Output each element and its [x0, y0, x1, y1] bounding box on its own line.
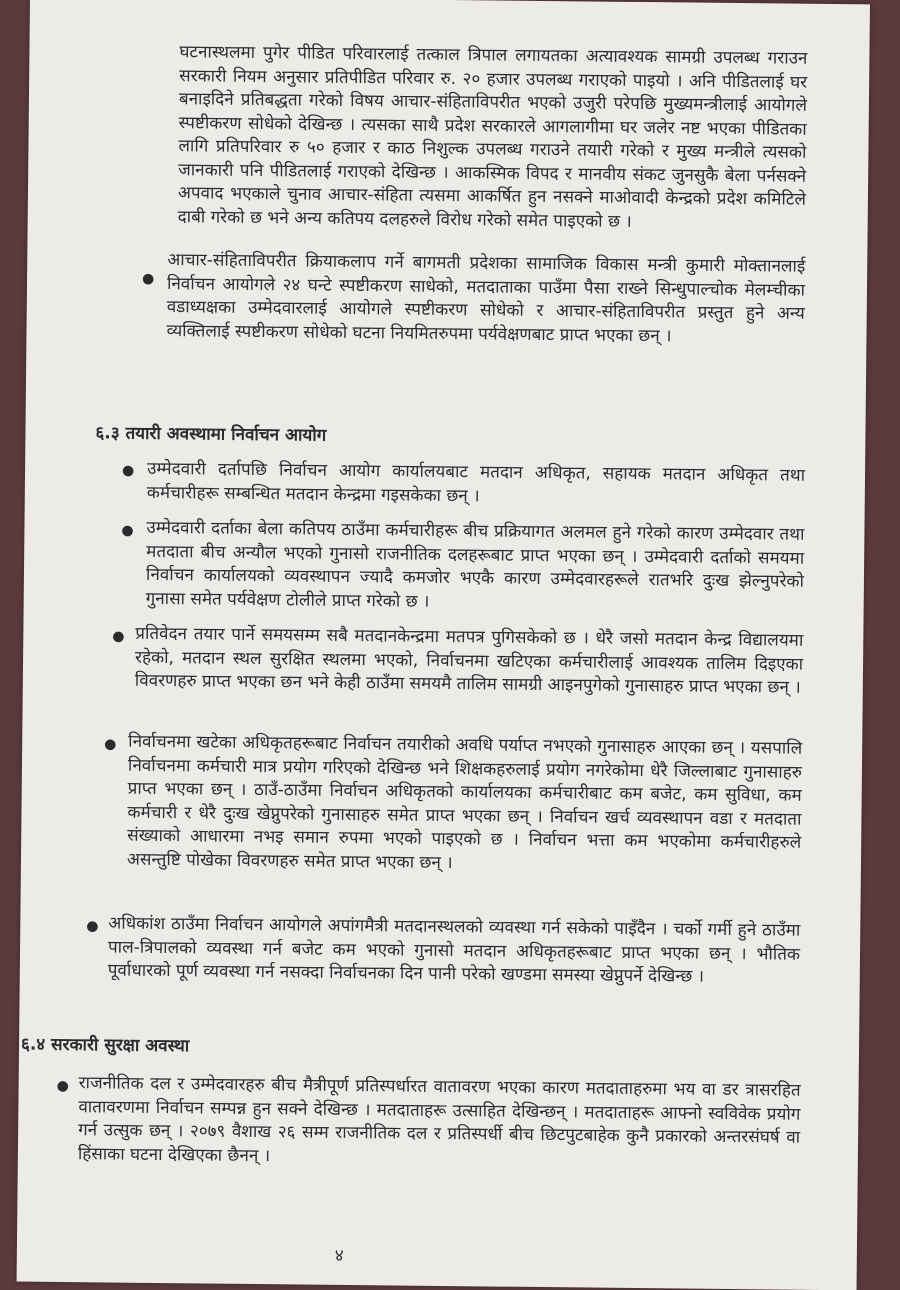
paragraph-security-situation: राजनीतिक दल र उम्मेदवारहरु बीच मैत्रीपूर्ण प्रतिस्पर्धारत वातावरण भएका कारण मतदाताहरुमा भय वा डर त्रासरहित वातावरणमा निर्वाचन सम्पन्न हुन सक्ने देखिन्छ । मतदाताहरू उत्साहित देखिन्छन् । मतदाताहरू आफ्नो स्वविवेक प्रयोग गर्न उत्सुक छन् । २०७९ वैशाख २६ सम्म राजनीतिक दल र प्रतिस्पर्धी बीच छिटपुटबाहेक कुनै प्रकारको अन्तरसंघर्ष वा हिंसाका घटना देखिएका छैनन् । [77, 1073, 801, 1166]
paragraph-ballot-distribution: प्रतिवेदन तयार पार्ने समयसम्म सबै मतदानकेन्द्रमा मतपत्र पुगिसकेको छ । धेरै जसो मतदान केन्द्र विद्यालयमा रहेको, मतदान स्थल सुरक्षित स्थलमा भएको, निर्वाचनमा खटिएका कर्मचारीलाई आवश्यक तालिम दिइएका विवरणहरु प्राप्त भएका छन भने केही ठाउँमा समयमै तालिम सामग्री आइनपुगेको गुनासाहरु प्राप्त भएका छन् । [134, 623, 804, 698]
bullet-marker: ● [121, 462, 135, 479]
bullet-marker: ● [86, 918, 99, 935]
section-heading-6-3: ६.३ तयारी अवस्थामा निर्वाचन आयोग [95, 423, 327, 446]
paragraph-relief-aid: घटनास्थलमा पुगेर पीडित परिवारलाई तत्काल त्रिपाल लगायतका अत्यावश्यक सामग्री उपलब्ध गराउन सरकारी नियम अनुसार प्रतिपीडित परिवार रु. २० हजार उपलब्ध गराएको पाइयो । अनि पीडितलाई घर बनाइदिने प्रतिबद्धता गरेको विषय आचार-संहिताविपरीत भएको उजुरी परेपछि मुख्यमन्त्रीलाई आयोगले स्पष्टीकरण सोधेको देखिन्छ । त्यसका साथै प्रदेश सरकारले आगलागीमा घर जलेर नष्ट भएका पीडितका लागि प्रतिपरिवार रु ५० हजार र काठ निशुल्क उपलब्ध गराउने तयारी गरेको र मुख्य मन्त्रीले त्यसको जानकारी पनि पीडितलाई गराएको देखिन्छ । आकस्मिक विपद र मानवीय संकट जुनसुकै बेला पर्नसक्ने अपवाद भएकाले चुनाव आचार-संहिता त्यसमा आकर्षित हुन नसक्ने माओवादी केन्द्रको प्रदेश कमिटिले दाबी गरेको छ भने अन्य कतिपय दलहरुले विरोध गरेको समेत पाइएको छ । [177, 42, 808, 232]
bullet-marker: ● [112, 628, 125, 645]
bullet-marker: ● [56, 1077, 69, 1095]
paragraph-officer-complaints: निर्वाचनमा खटेका अधिकृतहरूबाट निर्वाचन तयारीको अवधि पर्याप्त नभएको गुनासाहरु आएका छन् । यसपालि निर्वाचनमा कर्मचारी मात्र प्रयोग गरिएको देखिन्छ भने शिक्षकहरुलाई प्रयोग नगरेकोमा धेरै जिल्लाबाट गुनासाहरु प्राप्त भएका छन् । ठाउँ-ठाउँमा निर्वाचन अधिकृतको कार्यालयका कर्मचारीबाट कम बजेट, कम सुविधा, कम कर्मचारी र धेरै दुःख खेप्नुपरेको गुनासाहरु समेत प्राप्त भएका छन् । निर्वाचन खर्च व्यवस्थापन वडा र मतदाता संख्याको आधारमा नभइ समान रुपमा भएको पाइएको छ । निर्वाचन भत्ता कम भएकोमा कर्मचारीहरुले असन्तुष्टि पोखेका विवरणहरु समेत प्राप्त भएका छन् । [126, 731, 803, 873]
paragraph-polling-officers: उम्मेदवारी दर्तापछि निर्वाचन आयोग कार्यालयबाट मतदान अधिकृत, सहायक मतदान अधिकृत तथा कर्मचारीहरू सम्बन्धित मतदान केन्द्रमा गइसकेका छन् । [146, 458, 806, 506]
paragraph-candidate-registration: उम्मेदवारी दर्ताका बेला कतिपय ठाउँमा कर्मचारीहरू बीच प्रक्रियागत अलमल हुने गरेको कारण उम्मेदवार तथा मतदाता बीच अन्यौल भएको गुनासो राजनीतिक दलहरूबाट प्राप्त भएका छन् । उम्मेदवारी दर्ताको समयमा निर्वाचन कार्यालयको व्यवस्थापन ज्यादै कमजोर भएकै कारण उम्मेदवारहरूले रातभरि दुःख झेल्नुपरेको गुनासा समेत पर्यवेक्षण टोलीले प्राप्त गरेको छ । [145, 517, 805, 612]
bullet-marker: ● [141, 270, 155, 287]
page-number: ४ [334, 1245, 344, 1266]
paragraph-code-of-conduct-violation: आचार-संहिताविपरीत क्रियाकलाप गर्ने बागमती प्रदेशका सामाजिक विकास मन्त्री कुमारी मोक्तानलाई निर्वाचन आयोगले २४ घन्टे स्पष्टीकरण साधेको, मतदाताका पाउँमा पैसा राख्ने सिन्धुपाल्चोक मेलम्चीका वडाध्यक्षका उम्मेदवारलाई आयोगले स्पष्टीकरण सोधेको र आचार-संहिताविपरीत प्रस्तुत हुने अन्य व्यक्तिलाई स्पष्टीकरण सोधेको घटना नियमितरुपमा पर्यवेक्षणबाट प्राप्त भएका छन् । [166, 250, 806, 346]
paragraph-accessible-polling: अधिकांश ठाउँमा निर्वाचन आयोगले अपांगमैत्री मतदानस्थलको व्यवस्था गर्न सकेको पाइँदैन । चर्को गर्मी हुने ठाउँमा पाल-त्रिपालको व्यवस्था गर्न बजेट कम भएको गुनासो मतदान अधिकृतहरूबाट प्राप्त भएका छन् । भौतिक पूर्वाधारको पूर्ण व्यवस्था गर्न नसक्दा निर्वाचनका दिन पानी परेको खण्डमा समस्या खेप्नुपर्ने देखिन्छ । [107, 913, 801, 987]
bullet-marker: ● [104, 736, 117, 753]
bullet-marker: ● [121, 522, 134, 539]
section-heading-6-4: ६.४ सरकारी सुरक्षा अवस्था [20, 1034, 190, 1057]
document-page [17, 0, 870, 1290]
